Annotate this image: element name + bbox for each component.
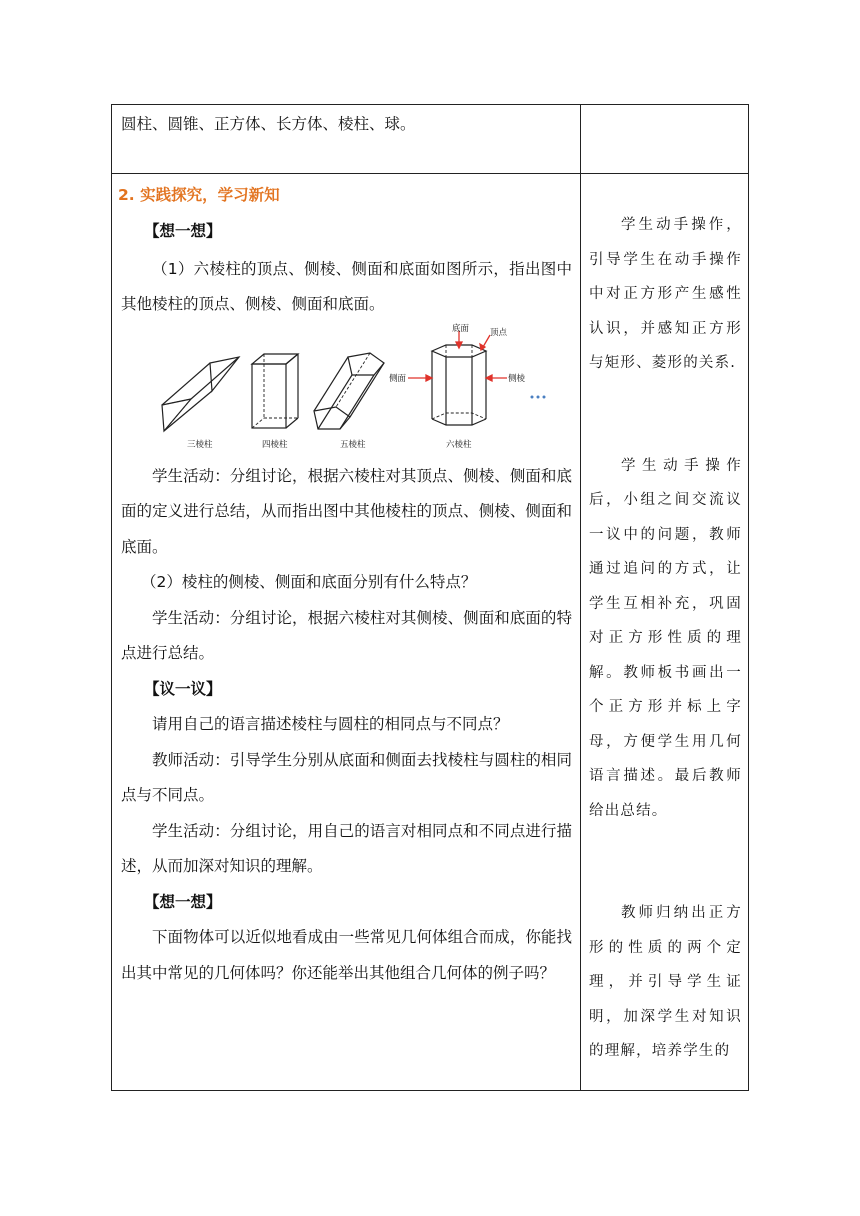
- hexagonal-prism-shape: [432, 345, 486, 425]
- lesson-table: [111, 104, 749, 1091]
- table-row: [112, 174, 749, 1091]
- label-base: 底面: [452, 323, 470, 334]
- content-cell: [112, 174, 581, 1091]
- prism-illustration: [112, 323, 580, 449]
- section-title: 【议一议】: [144, 679, 222, 698]
- section-title: 【想一想】: [144, 892, 222, 911]
- table-row: [112, 105, 749, 174]
- section-heading: 2. 实践探究，学习新知: [118, 186, 280, 204]
- section-title: 【想一想】: [144, 222, 222, 240]
- body-text: 圆柱、圆锥、正方体、长方体、棱柱、球。: [121, 115, 416, 133]
- label-hexagonal-prism: 六棱柱: [446, 439, 472, 449]
- question-text: 请用自己的语言描述棱柱与圆柱的相同点与不同点？: [152, 715, 509, 733]
- notes-cell: [581, 174, 749, 1091]
- activity-text: 学生活动：分组讨论，用自己的语言对相同点和不同点进行描述，从而加深对知识的理解。: [121, 821, 572, 875]
- label-triangular-prism: 三棱柱: [187, 439, 213, 449]
- triangular-prism-shape: [162, 357, 239, 431]
- teaching-note: 教师归纳出正方形的性质的两个定理，并引导学生证明，加深学生对知识的理解，培养学生的: [589, 905, 742, 1059]
- label-vertex: 顶点: [490, 327, 508, 338]
- label-pentagonal-prism: 五棱柱: [340, 439, 366, 449]
- teacher-activity-text: 教师活动：引导学生分别从底面和侧面去找棱柱与圆柱的相同点与不同点。: [121, 750, 572, 804]
- activity-text: 学生活动：分组讨论，根据六棱柱对其侧棱、侧面和底面的特点进行总结。: [121, 608, 572, 662]
- pentagonal-prism-shape: [314, 353, 384, 429]
- annotation-arrows: [408, 331, 507, 381]
- label-side-edge: 侧棱: [508, 373, 526, 384]
- activity-text: 学生活动：分组讨论，根据六棱柱对其顶点、侧棱、侧面和底面的定义进行总结，从而指出图中其他棱柱的顶点、侧棱、侧面和底面。: [121, 466, 572, 556]
- teaching-note: 学生动手操作，引导学生在动手操作中对正方形产生感性认识，并感知正方形与矩形、菱形的关系.: [589, 217, 742, 371]
- question-text: （1）六棱柱的顶点、侧棱、侧面和底面如图所示，指出图中其他棱柱的顶点、侧棱、侧面和底面。: [121, 259, 572, 313]
- question-text: （2）棱柱的侧棱、侧面和底面分别有什么特点？: [141, 573, 477, 591]
- prism-figure: [112, 323, 580, 449]
- square-prism-shape: [252, 354, 298, 428]
- teaching-note: 学生动手操作后，小组之间交流议一议中的问题，教师通过追问的方式，让学生互相补充，巩固对正方形性质的理解。教师板书画出一个正方形并标上字母，方便学生用几何语言描述。最后教师给出总结。: [589, 457, 742, 819]
- ellipsis-dots: [531, 395, 546, 398]
- question-text: 下面物体可以近似地看成由一些常见几何体组合而成，你能找出其中常见的几何体吗？你还能举出其他组合几何体的例子吗？: [121, 928, 572, 982]
- content-cell: [112, 105, 581, 174]
- notes-cell: [581, 105, 749, 174]
- label-side-face: 侧面: [389, 373, 407, 384]
- label-square-prism: 四棱柱: [262, 439, 288, 449]
